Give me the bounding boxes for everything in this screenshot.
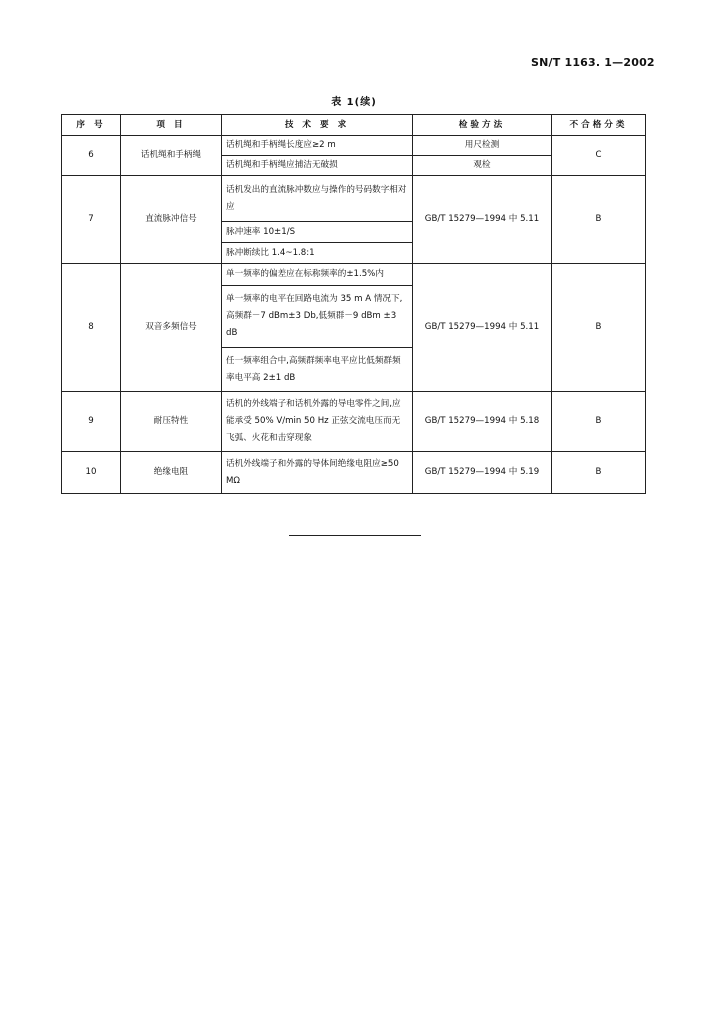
class-cell: B — [552, 264, 646, 392]
class-cell: B — [552, 392, 646, 452]
method-cell: 用尺检测 — [413, 136, 552, 156]
requirement-cell: 话机发出的直流脉冲数应与操作的号码数字相对应 — [222, 176, 413, 222]
row-item: 耐压特性 — [121, 392, 222, 452]
requirement-cell: 任一频率组合中,高频群频率电平应比低频群频率电平高 2±1 dB — [222, 348, 413, 392]
requirement-cell: 脉冲断续比 1.4~1.8:1 — [222, 243, 413, 264]
table-header-row — [62, 115, 646, 136]
document-id: SN/T 1163. 1—2002 — [531, 56, 655, 69]
requirement-cell: 话机外线端子和外露的导体间绝缘电阻应≥50 MΩ — [222, 452, 413, 494]
end-rule — [289, 535, 421, 536]
class-cell: B — [552, 452, 646, 494]
col-header-requirement: 技 术 要 求 — [222, 115, 413, 136]
row-number: 7 — [62, 176, 121, 264]
requirement-cell: 单一频率的偏差应在标称频率的±1.5%内 — [222, 264, 413, 286]
row-item: 绝缘电阻 — [121, 452, 222, 494]
row-item: 话机绳和手柄绳 — [121, 136, 222, 176]
row-item: 双音多频信号 — [121, 264, 222, 392]
method-cell: GB/T 15279—1994 中 5.19 — [413, 452, 552, 494]
table-row — [62, 176, 646, 222]
col-header-item: 项 目 — [121, 115, 222, 136]
spec-table — [61, 114, 646, 494]
table-row — [62, 452, 646, 494]
table-row — [62, 136, 646, 156]
row-item: 直流脉冲信号 — [121, 176, 222, 264]
row-number: 9 — [62, 392, 121, 452]
method-cell: GB/T 15279—1994 中 5.18 — [413, 392, 552, 452]
row-number: 6 — [62, 136, 121, 176]
class-cell: C — [552, 136, 646, 176]
row-number: 8 — [62, 264, 121, 392]
col-header-class: 不合格分类 — [552, 115, 646, 136]
method-cell: GB/T 15279—1994 中 5.11 — [413, 264, 552, 392]
method-cell: 观检 — [413, 156, 552, 176]
row-number: 10 — [62, 452, 121, 494]
requirement-cell: 单一频率的电平在回路电流为 35 m A 情况下,高频群－7 dBm±3 Db,低频群－9 dBm ±3 dB — [222, 286, 413, 348]
table-row — [62, 392, 646, 452]
col-header-no: 序 号 — [62, 115, 121, 136]
col-header-method: 检验方法 — [413, 115, 552, 136]
requirement-cell: 脉冲速率 10±1/S — [222, 222, 413, 243]
requirement-cell: 话机绳和手柄绳应捕洁无破损 — [222, 156, 413, 176]
method-cell: GB/T 15279—1994 中 5.11 — [413, 176, 552, 264]
table-row — [62, 264, 646, 286]
table-caption: 表 1(续) — [331, 97, 377, 108]
class-cell: B — [552, 176, 646, 264]
requirement-cell: 话机的外线端子和话机外露的导电零件之间,应能承受 50% V/min 50 Hz 正弦交流电压而无飞弧、火花和击穿现象 — [222, 392, 413, 452]
requirement-cell: 话机绳和手柄绳长度应≥2 m — [222, 136, 413, 156]
